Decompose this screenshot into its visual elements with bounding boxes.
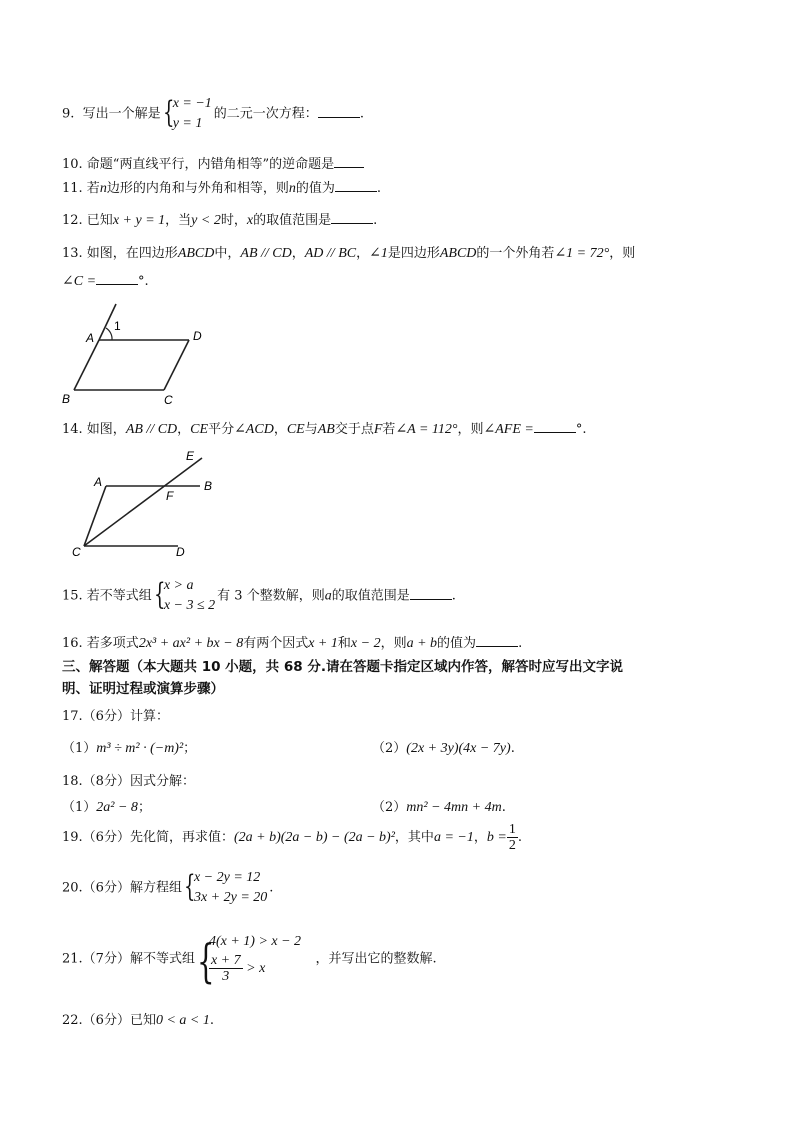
label-a: A: [94, 475, 103, 489]
answer-blank: [331, 211, 373, 224]
question-19: 19.（6分）先化简，再求值：(2a + b)(2a − b) − (2a − b)²，其中a = −1，b = $\frac{1}{2}$ .: [62, 822, 522, 853]
label-c: C: [72, 545, 81, 559]
answer-blank: [96, 272, 138, 285]
inequality-system: { x > a x − 3 ≤ 2: [153, 577, 216, 613]
question-14: 14. 如图，AB // CD，CE平分∠ACD，CE与AB交于点F若∠A = 112°，则∠AFE = °.: [62, 422, 587, 437]
label-b: B: [62, 392, 71, 406]
question-16: 16. 若多项式2x³ + ax² + bx − 8有两个因式x + 1和x − 2，则a + b的值为 .: [62, 636, 523, 651]
question-17-part1: （1）m³ ÷ m² · (−m)²；: [62, 741, 197, 756]
answer-blank: [335, 179, 377, 192]
question-11: 11. 若n边形的内角和与外角和相等，则n的值为 .: [62, 181, 381, 196]
figure-parallelogram: [58, 298, 218, 410]
question-13-line2: ∠C = °.: [62, 274, 149, 289]
fraction: $\frac{1}{2}$: [508, 822, 516, 853]
question-13: 13. 如图，在四边形ABCD中，AB // CD，AD // BC，∠1是四边形ABCD的一个外角若∠1 = 72°，则: [62, 246, 636, 261]
question-18: 18.（8分）因式分解：: [62, 774, 195, 789]
equation-system: { x − 2y = 12 3x + 2y = 20: [183, 869, 268, 905]
line-ce: [84, 458, 202, 546]
label-e: E: [186, 449, 195, 463]
line-dc: [164, 340, 189, 390]
answer-blank: [534, 420, 576, 433]
question-20: 20.（6分）解方程组 { x − 2y = 12 3x + 2y = 20 .: [62, 868, 273, 908]
answer-blank: [476, 634, 518, 647]
figure-parallel-lines: [68, 448, 228, 560]
question-17-part2: （2）(2x + 3y)(4x − 7y).: [372, 741, 515, 756]
label-b: B: [204, 479, 213, 493]
label-f: F: [166, 489, 174, 503]
answer-blank: [334, 155, 364, 168]
angle-arc: [106, 328, 112, 340]
question-21: 21.（7分）解不等式组 { 4(x + 1) > x − 2 $\frac{x + 7}{3}$ > x ，并写出它的整数解.: [62, 934, 437, 988]
question-22: 22.（6分）已知0 < a < 1.: [62, 1013, 214, 1028]
question-15: 15. 若不等式组 { x > a x − 3 ≤ 2 有 3 个整数解，则a的取值范围是 .: [62, 576, 456, 616]
answer-blank: [410, 587, 452, 600]
question-9: 9. 写出一个解是 { x = −1 y = 1 的二元一次方程： .: [62, 94, 364, 134]
label-a: A: [86, 331, 95, 345]
section-heading: 三、解答题（本大题共 10 小题，共 68 分.请在答题卡指定区域内作答，解答时应写出文字说 明、证明过程或演算步骤）: [62, 659, 624, 697]
label-one: 1: [114, 319, 121, 333]
question-10: 10. 命题“两直线平行，内错角相等”的逆命题是: [62, 155, 364, 174]
answer-blank: [318, 105, 360, 118]
inequality-system: { 4(x + 1) > x − 2 $\frac{x + 7}{3}$ > x: [196, 934, 302, 988]
label-d: D: [193, 329, 202, 343]
question-18-part2: （2）mn² − 4mn + 4m.: [372, 800, 506, 815]
label-c: C: [164, 393, 173, 407]
line-ab: [74, 340, 99, 390]
question-18-part1: （1）2a² − 8；: [62, 800, 151, 815]
question-17: 17.（6分）计算：: [62, 709, 169, 724]
equation-system: { x = −1 y = 1: [162, 95, 212, 131]
label-d: D: [176, 545, 185, 559]
question-12: 12. 已知x + y = 1，当y < 2时，x的取值范围是 .: [62, 213, 378, 228]
